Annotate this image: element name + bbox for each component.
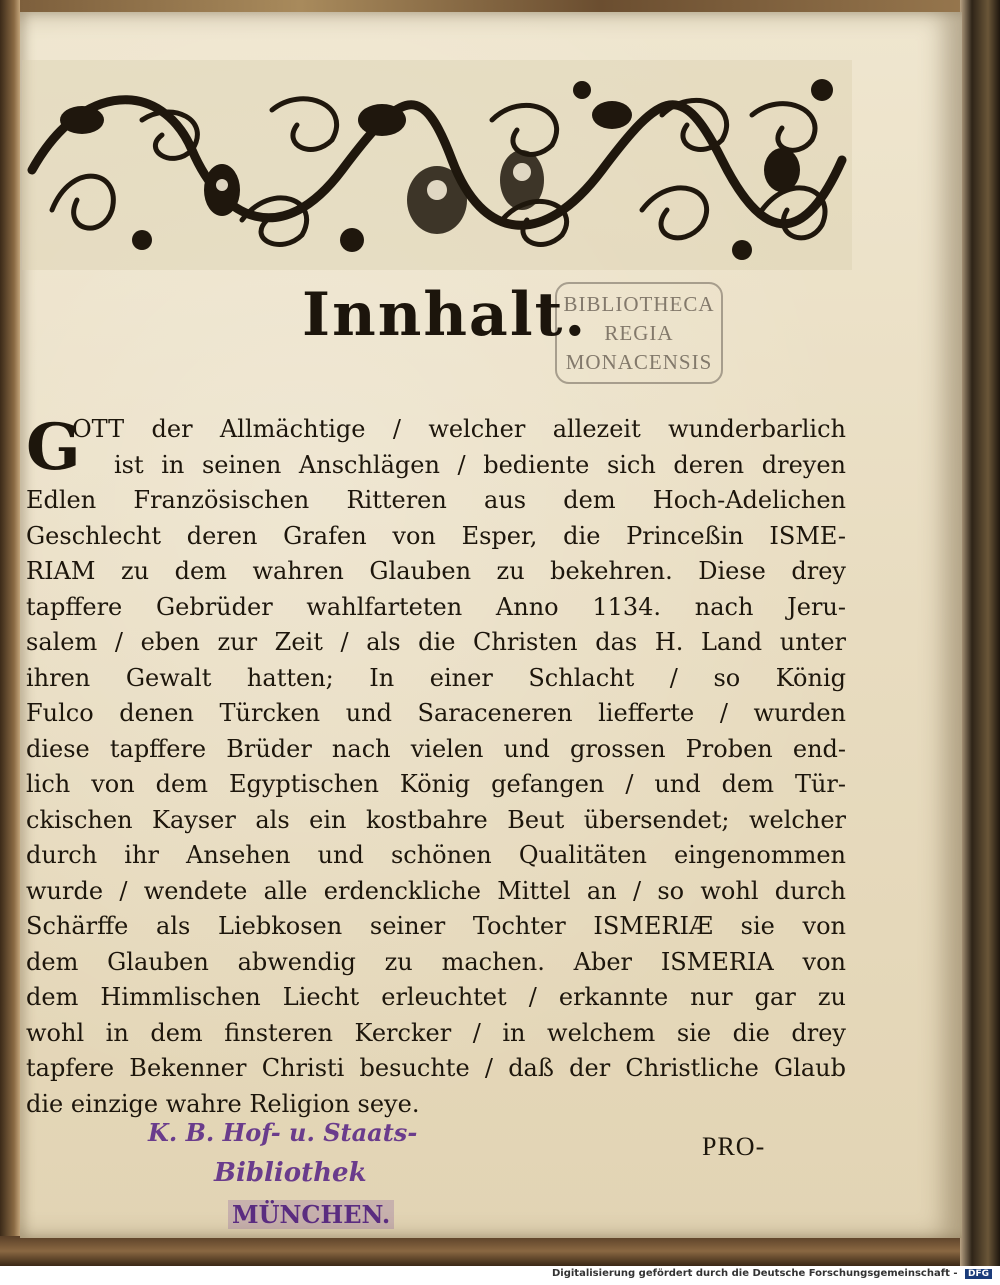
text-line: durch ihr Ansehen und schönen Qualitäten eingenommen	[26, 841, 846, 869]
text-line: wohl in dem finsteren Kercker / in welchem sie die drey	[26, 1018, 846, 1047]
ownership-stamp-line: Bibliothek	[214, 1158, 367, 1188]
text-line: dem Glauben abwendig zu machen. Aber ISMERIA von	[26, 947, 846, 976]
page-title: Innhalt.	[302, 280, 588, 350]
text-line: OTT der Allmächtige / welcher allezeit wunderbarlich	[72, 415, 846, 443]
text-line: Edlen Französischen Ritteren aus dem Hoch-Adelichen	[26, 486, 846, 514]
footer-credit-text: Digitalisierung gefördert durch die Deutsche Forschungsgemeinschaft -	[551, 1268, 958, 1279]
text-line: tapfere Bekenner Christi besuchte / daß der Christliche Glaub	[26, 1054, 846, 1082]
text-line: Fulco denen Türcken und Saraceneren liefferte / wurden	[26, 699, 846, 727]
text-line: ist in seinen Anschlägen / bediente sich deren dreyen	[114, 450, 846, 479]
document-page	[20, 12, 962, 1238]
library-stamp-line: BIBLIOTHECA	[563, 292, 715, 316]
text-line: salem / eben zur Zeit / als die Christen das H. Land unter	[26, 628, 846, 656]
text-line: tapffere Gebrüder wahlfarteten Anno 1134. nach Jeru-	[26, 592, 846, 621]
book-binding	[960, 0, 1000, 1266]
footer-credit	[552, 1268, 992, 1279]
book-bottom-edge	[0, 1236, 1000, 1266]
text-line: dem Himmlischen Liecht erleuchtet / erkannte nur gar zu	[26, 983, 846, 1011]
text-line: Geschlecht deren Grafen von Esper, die Princeßin ISME-	[26, 521, 846, 550]
text-line: ihren Gewalt hatten; In einer Schlacht / so König	[26, 663, 846, 692]
ownership-stamp-line: K. B. Hof- u. Staats-	[148, 1118, 418, 1147]
text-line: diese tapffere Brüder nach vielen und grossen Proben end-	[26, 734, 846, 763]
text-line: ckischen Kayser als ein kostbahre Beut übersendet; welcher	[26, 805, 846, 834]
dfg-logo-icon: DFG	[965, 1269, 992, 1279]
text-line: lich von dem Egyptischen König gefangen / und dem Tür-	[26, 770, 846, 798]
library-stamp-line: REGIA	[604, 321, 674, 345]
text-line: Schärffe als Liebkosen seiner Tochter ISMERIÆ sie von	[26, 912, 846, 940]
footer-bar	[0, 1266, 1000, 1285]
book-left-edge	[0, 0, 20, 1260]
catchword: PRO-	[702, 1132, 766, 1161]
drop-cap: G	[26, 410, 81, 485]
text-line: die einzige wahre Religion seye.	[26, 1089, 420, 1118]
ornamental-headpiece	[22, 60, 852, 270]
library-stamp-line: MONACENSIS	[565, 350, 713, 374]
text-line: RIAM zu dem wahren Glauben zu bekehren. Diese drey	[26, 557, 846, 585]
body-text	[26, 412, 846, 1122]
text-line: wurde / wendete alle erdenckliche Mittel an / so wohl durch	[26, 876, 846, 905]
ownership-stamp-line: MÜNCHEN.	[228, 1200, 394, 1229]
